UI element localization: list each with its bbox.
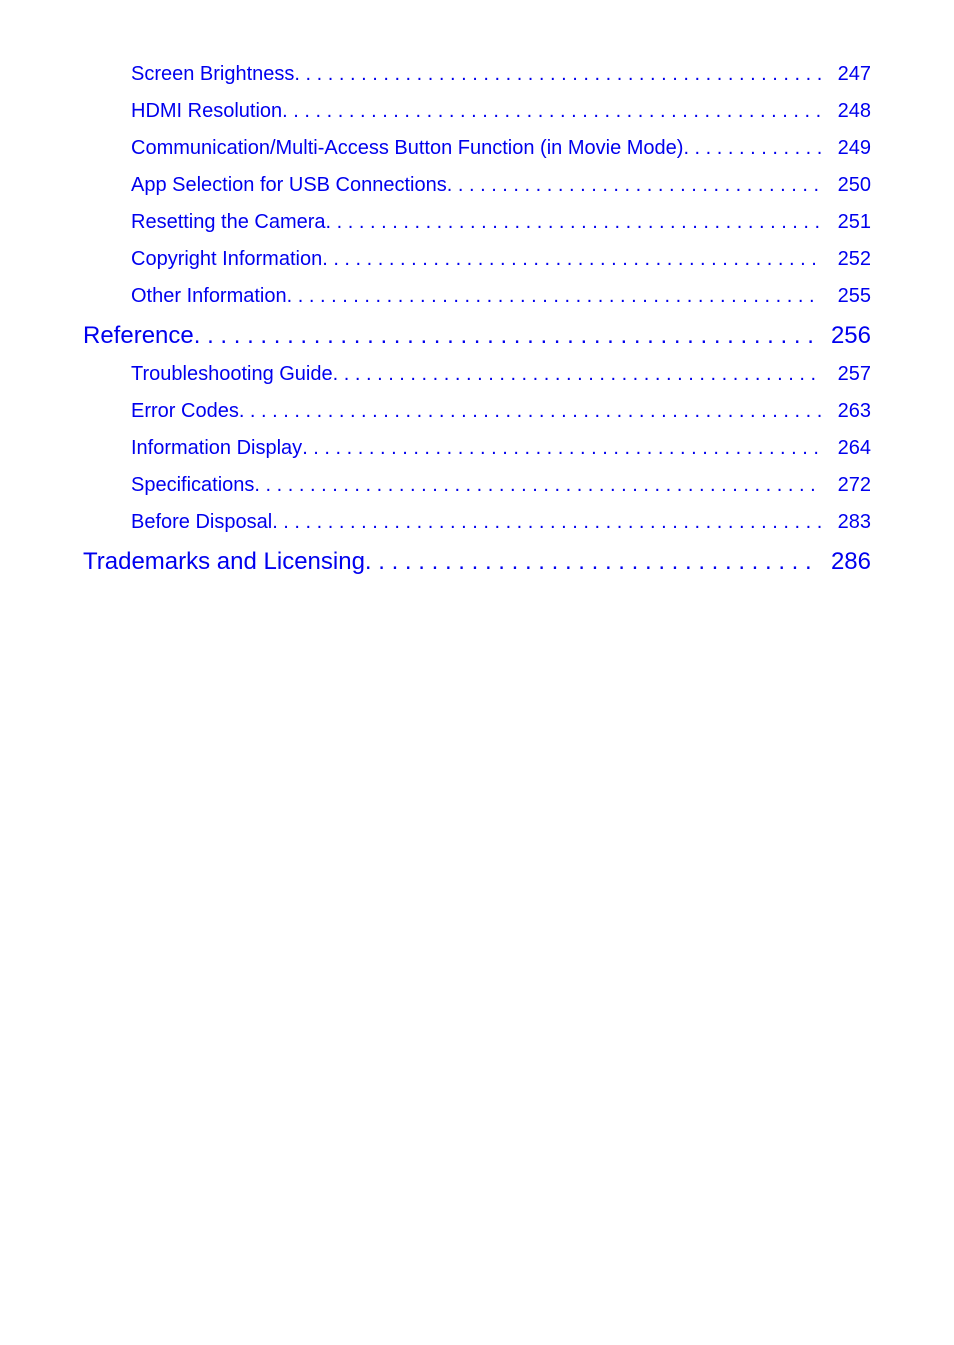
toc-entry-title: Troubleshooting Guide [131,363,333,385]
dot-leader [365,548,815,576]
toc-entry-title: Trademarks and Licensing [83,548,365,575]
toc-entry-information-display[interactable] [131,437,871,463]
dot-leader [302,437,821,460]
toc-entry-page: 257 [837,363,871,385]
dot-leader [282,100,821,123]
toc-entry-screen-brightness[interactable] [131,63,871,89]
toc-entry-copyright-information[interactable] [131,248,871,274]
toc-entry-title: Error Codes [131,400,239,422]
toc-entry-app-selection-usb[interactable] [131,174,871,200]
toc-entry-title: Before Disposal [131,511,273,533]
toc-entry-title: Information Display [131,437,303,459]
toc-entry-hdmi-resolution[interactable] [131,100,871,126]
dot-leader [194,322,815,350]
toc-entry-title: Communication/Multi-Access Button Function (in Movie Mode) [131,137,684,159]
toc-entry-page: 256 [830,322,871,349]
toc-entry-page: 255 [837,285,871,307]
dot-leader [287,285,821,308]
toc-entry-page: 283 [837,511,871,533]
toc-entry-error-codes[interactable] [131,400,871,426]
dot-leader [326,211,821,234]
toc-entry-troubleshooting-guide[interactable] [131,363,871,389]
toc-entry-title: Resetting the Camera [131,211,326,233]
toc-entry-page: 249 [837,137,871,159]
dot-leader [294,63,821,86]
toc-entry-communication-multi-access-button[interactable] [131,137,871,163]
toc-entry-page: 247 [837,63,871,85]
toc-entry-title: Specifications [131,474,255,496]
toc-entry-title: HDMI Resolution [131,100,283,122]
toc-entry-before-disposal[interactable] [131,511,871,537]
toc-entry-title: Copyright Information [131,248,323,270]
toc-entry-title: Reference [83,322,194,349]
dot-leader [239,400,821,423]
toc-entry-specifications[interactable] [131,474,871,500]
toc-entry-other-information[interactable] [131,285,871,311]
toc-entry-page: 272 [837,474,871,496]
toc-entry-reference[interactable] [83,322,871,352]
toc-entry-page: 252 [837,248,871,270]
toc-entry-page: 251 [837,211,871,233]
toc-entry-trademarks-and-licensing[interactable] [83,548,871,578]
toc-entry-title: Screen Brightness [131,63,295,85]
toc-entry-page: 263 [837,400,871,422]
toc-entry-resetting-the-camera[interactable] [131,211,871,237]
toc-entry-title: App Selection for USB Connections [131,174,447,196]
dot-leader [683,137,821,160]
dot-leader [333,363,821,386]
toc-entry-page: 286 [830,548,871,575]
dot-leader [322,248,821,271]
toc-entry-page: 248 [837,100,871,122]
dot-leader [272,511,821,534]
toc-entry-title: Other Information [131,285,287,307]
dot-leader [254,474,821,497]
dot-leader [447,174,821,197]
toc-entry-page: 264 [837,437,871,459]
toc-entry-page: 250 [837,174,871,196]
